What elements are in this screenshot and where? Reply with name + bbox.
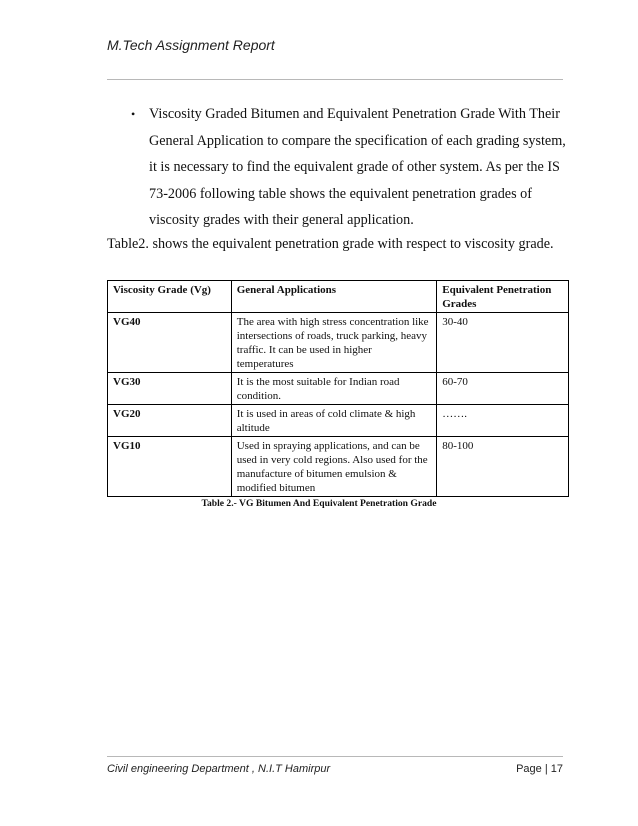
table-row bbox=[108, 437, 569, 497]
viscosity-grade-table bbox=[107, 280, 569, 497]
bullet-icon: • bbox=[131, 107, 136, 121]
cell-grade: VG20 bbox=[108, 405, 232, 437]
footer-department: Civil engineering Department , N.I.T Hamirpur bbox=[107, 763, 331, 775]
table-row bbox=[108, 313, 569, 373]
intro-paragraph: Table2. shows the equivalent penetration grade with respect to viscosity grade. bbox=[107, 236, 554, 252]
table-header-row bbox=[108, 281, 569, 313]
cell-penetration: 60-70 bbox=[437, 373, 569, 405]
bullet-text: Viscosity Graded Bitumen and Equivalent Penetration Grade With Their General Application to compare the specification of each grading system, it is necessary to find the equivalent grade of other system. As per the IS 73-2006 following table shows the equivalent penetration grades of viscosity grades with their general application. bbox=[149, 106, 566, 228]
header-general-applications: General Applications bbox=[231, 281, 437, 313]
table-row bbox=[108, 405, 569, 437]
cell-penetration: ……. bbox=[437, 405, 569, 437]
bullet-paragraph bbox=[131, 101, 571, 234]
cell-grade: VG30 bbox=[108, 373, 232, 405]
cell-penetration: 80-100 bbox=[437, 437, 569, 497]
footer-divider bbox=[107, 756, 563, 757]
header-viscosity-grade: Viscosity Grade (Vg) bbox=[108, 281, 232, 313]
cell-application: It is used in areas of cold climate & high altitude bbox=[231, 405, 437, 437]
table-row bbox=[108, 373, 569, 405]
header-divider bbox=[107, 79, 563, 80]
table-caption: Table 2.- VG Bitumen And Equivalent Penetration Grade bbox=[201, 498, 437, 509]
header-title: M.Tech Assignment Report bbox=[107, 37, 275, 53]
cell-application: It is the most suitable for Indian road condition. bbox=[231, 373, 437, 405]
cell-grade: VG40 bbox=[108, 313, 232, 373]
footer-page-number: Page | 17 bbox=[516, 763, 563, 775]
cell-application: Used in spraying applications, and can be used in very cold regions. Also used for the manufacture of bitumen emulsion & modified bitumen bbox=[231, 437, 437, 497]
cell-application: The area with high stress concentration like intersections of roads, truck parking, heavy traffic. It can be used in higher temperatures bbox=[231, 313, 437, 373]
cell-penetration: 30-40 bbox=[437, 313, 569, 373]
header-penetration-grades: Equivalent Penetration Grades bbox=[437, 281, 569, 313]
cell-grade: VG10 bbox=[108, 437, 232, 497]
